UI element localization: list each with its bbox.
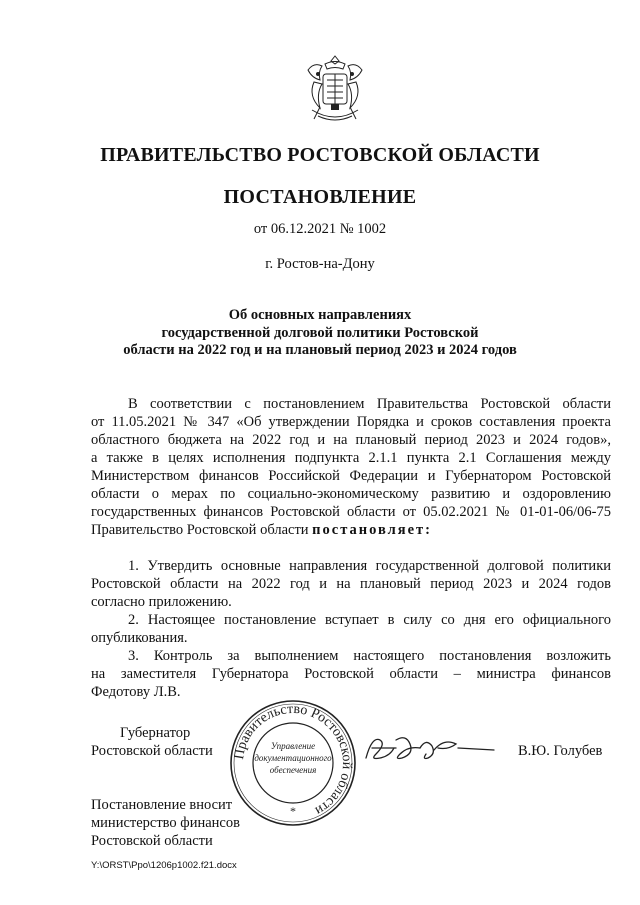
item-3-line: на заместителя Губернатора Ростовской области – министра финансов xyxy=(91,666,611,682)
official-stamp xyxy=(227,697,359,829)
signer-name: В.Ю. Голубев xyxy=(518,743,603,759)
preamble-line: а также в целях исполнения подпункта 2.1.1 пункта 2.1 Соглашения между xyxy=(91,450,611,466)
resolves-word: постановляет: xyxy=(312,522,433,538)
preamble-line: областного бюджета на 2022 год и на плановый период 2023 и 2024 годов», xyxy=(91,432,611,448)
submitted-by-line: Ростовской области xyxy=(91,833,213,849)
stamp-star: * xyxy=(290,804,296,818)
preamble-line: государственных финансов Ростовской области от 05.02.2021 № 01-01-06/06-75 xyxy=(91,504,611,520)
item-3-line: Федотову Л.В. xyxy=(91,684,181,700)
governor-region: Ростовской области xyxy=(91,743,213,759)
subject-line: государственной долговой политики Ростовской xyxy=(161,324,479,341)
submitted-by-line: министерство финансов xyxy=(91,815,240,831)
preamble-prefix: Правительство Ростовской области xyxy=(91,522,313,538)
governor-title: Губернатор xyxy=(120,725,191,741)
coat-of-arms-icon xyxy=(300,52,370,126)
item-1-line: согласно приложению. xyxy=(91,594,232,610)
handwritten-signature xyxy=(362,728,497,770)
item-3-line: 3. Контроль за выполнением настоящего постановления возложить xyxy=(128,648,611,664)
preamble-line: В соответствии с постановлением Правительства Ростовской области xyxy=(128,396,611,412)
preamble-line: Министерством финансов Российской Федерации и Губернатором Ростовской xyxy=(91,468,611,484)
subject-line: Об основных направлениях xyxy=(228,307,412,323)
stamp-ring-text: Правительство Ростовской области xyxy=(231,701,355,818)
item-2-line: 2. Настоящее постановление вступает в силу со дня его официального xyxy=(128,612,611,628)
item-1-line: 1. Утвердить основные направления государственной долговой политики xyxy=(128,558,611,574)
preamble-line: от 11.05.2021 № 347 «Об утверждении Порядка и сроков составления проекта xyxy=(91,414,611,430)
stamp-inner-line: обеспечения xyxy=(269,765,317,775)
item-2-line: опубликования. xyxy=(91,630,188,646)
government-title: ПРАВИТЕЛЬСТВО РОСТОВСКОЙ ОБЛАСТИ xyxy=(100,144,540,166)
document-city: г. Ростов-на-Дону xyxy=(265,256,375,272)
document-type: ПОСТАНОВЛЕНИЕ xyxy=(223,186,417,208)
stamp-inner-line: Управление xyxy=(270,741,316,751)
submitted-by-line: Постановление вносит xyxy=(91,797,233,813)
preamble-line: области о мерах по социально-экономическому развитию и оздоровлению xyxy=(91,486,611,502)
item-1-line: Ростовской области на 2022 год и на плановый период 2023 и 2024 годов xyxy=(91,576,611,592)
preamble-last-line xyxy=(91,521,611,539)
stamp-inner-line: документационного xyxy=(254,753,332,763)
file-path-footer: Y:\ORST\Ppo\1206p1002.f21.docx xyxy=(91,860,237,871)
document-date-number: от 06.12.2021 № 1002 xyxy=(253,221,387,237)
subject-line: области на 2022 год и на плановый период 2023 и 2024 годов xyxy=(123,342,517,358)
